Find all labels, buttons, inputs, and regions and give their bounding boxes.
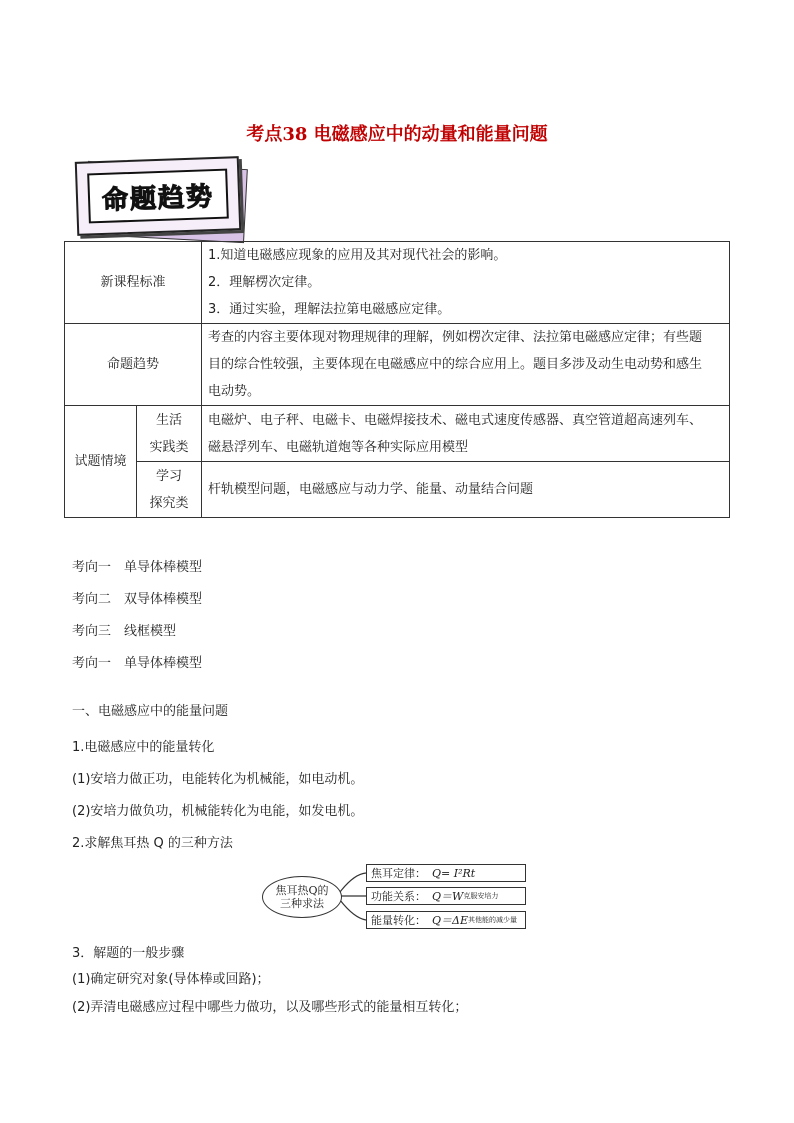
table-row xyxy=(65,406,730,462)
direction-item: 考向三 线框模型 xyxy=(72,624,177,639)
row-content: 电磁炉、电子秤、电磁卡、电磁焊接技术、磁电式速度传感器、真空管道超高速列车、 磁悬浮列车、电磁轨道炮等各种实际应用模型 xyxy=(202,406,730,462)
table-row xyxy=(65,462,730,518)
row-label: 命题趋势 xyxy=(65,324,202,406)
paragraph: (1)确定研究对象(导体棒或回路)； xyxy=(72,972,270,987)
mindmap-branch-energy-conversion: 能量转化： Q＝ΔE 其他能的减少量 xyxy=(366,911,526,929)
section-heading: 一、电磁感应中的能量问题 xyxy=(72,704,229,719)
curriculum-table xyxy=(64,241,730,518)
section-heading: 3．解题的一般步骤 xyxy=(72,946,185,961)
mindmap-branch-joule-law: 焦耳定律： Q= I²Rt xyxy=(366,864,526,882)
mindmap-branch-work-energy: 功能关系： Q＝W 克服安培力 xyxy=(366,887,526,905)
paragraph: 1.电磁感应中的能量转化 xyxy=(72,740,215,755)
row-label: 新课程标准 xyxy=(65,242,202,324)
row-content: 1.知道电磁感应现象的应用及其对现代社会的影响。 2．理解楞次定律。 3．通过实验，理解法拉第电磁感应定律。 xyxy=(202,242,730,324)
table-row xyxy=(65,242,730,324)
direction-item: 考向一 单导体棒模型 xyxy=(72,560,203,575)
mindmap-center: 焦耳热Q的 三种求法 xyxy=(262,876,342,918)
sub-row-label: 学习 探究类 xyxy=(137,462,202,518)
row-label: 试题情境 xyxy=(65,406,137,518)
paragraph: 2.求解焦耳热 Q 的三种方法 xyxy=(72,836,233,851)
table-row xyxy=(65,324,730,406)
paragraph: (1)安培力做正功，电能转化为机械能，如电动机。 xyxy=(72,772,364,787)
direction-item: 考向一 单导体棒模型 xyxy=(72,656,203,671)
banner-text: 命题趋势 xyxy=(101,181,215,216)
page-title: 考点38 电磁感应中的动量和能量问题 xyxy=(246,124,548,145)
row-content: 考查的内容主要体现对物理规律的理解，例如楞次定律、法拉第电磁感应定律；有些题 目的综合性较强，主要体现在电磁感应中的综合应用上。题目多涉及动生电动势和感生 电动势。 xyxy=(202,324,730,406)
banner-inner-frame xyxy=(87,169,229,224)
banner-front-card xyxy=(75,156,241,236)
joule-heat-mindmap xyxy=(262,858,532,934)
row-content: 杆轨模型问题，电磁感应与动力学、能量、动量结合问题 xyxy=(202,462,730,518)
sub-row-label: 生活 实践类 xyxy=(137,406,202,462)
paragraph: (2)安培力做负功，机械能转化为电能，如发电机。 xyxy=(72,804,364,819)
section-banner xyxy=(72,157,252,241)
direction-item: 考向二 双导体棒模型 xyxy=(72,592,203,607)
paragraph: (2)弄清电磁感应过程中哪些力做功，以及哪些形式的能量相互转化； xyxy=(72,1000,468,1015)
